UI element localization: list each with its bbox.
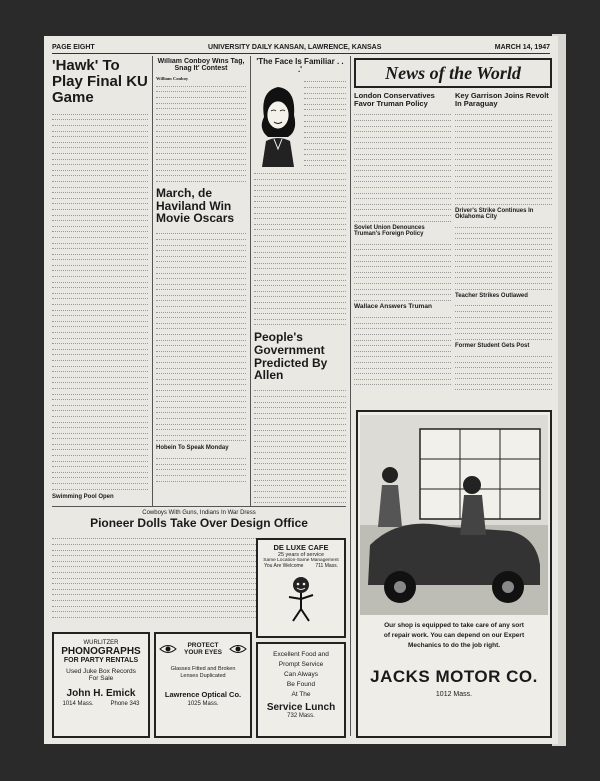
paper-name: UNIVERSITY DAILY KANSAN, LAWRENCE, KANSAS: [208, 44, 382, 51]
wallace-headline: Wallace Answers Truman: [354, 302, 432, 310]
news-of-world-section: [354, 58, 552, 410]
pioneer-kicker: Cowboys With Guns, Indians In War Dress: [142, 510, 256, 516]
eye-icon: [229, 644, 247, 654]
teacher-strikes-headline: Teacher Strikes Outlawed: [455, 292, 528, 299]
hawk-article-body: [52, 109, 148, 489]
wurlitzer-ad: WURLITZER PHONOGRAPHS FOR PARTY RENTALS Used Juke Box Records For Sale John H. Emick 1014 Mass. Phone 343: [52, 632, 150, 738]
column-rule: [350, 56, 351, 736]
jacks-motor-name: JACKS MOTOR CO.: [370, 667, 538, 686]
swimming-pool-subhead: Swimming Pool Open: [52, 493, 114, 500]
pioneer-headline: Pioneer Dolls Take Over Design Office: [90, 516, 308, 531]
oscars-article-body: [156, 229, 246, 442]
page-header: [52, 42, 550, 54]
conboy-byline: William Conboy: [156, 75, 189, 81]
column-face: [254, 58, 346, 538]
soviet-headline: Soviet Union Denounces Truman's Foreign Policy: [354, 224, 425, 237]
hobein-subhead: Hobein To Speak Monday: [156, 445, 229, 452]
world-left-column: [354, 92, 451, 390]
hawk-headline: 'Hawk' To Play Final KU Game: [52, 58, 148, 106]
column-rule: [250, 56, 251, 542]
conservatives-headline: London Conservatives Favor Truman Policy: [354, 91, 435, 108]
portrait-caricature: [254, 77, 302, 169]
issue-date: MARCH 14, 1947: [494, 44, 550, 51]
conboy-headline: William Conboy Wins Tag, Snag It' Contest: [157, 58, 245, 73]
oscars-headline: March, de Haviland Win Movie Oscars: [156, 185, 235, 226]
paraguay-headline: Key Garrison Joins Revolt In Paraguay: [455, 91, 549, 108]
newspaper-page: [44, 36, 558, 744]
world-right-column: [455, 92, 552, 390]
chef-figure-icon: [281, 573, 321, 625]
news-banner: News of the World: [354, 58, 552, 88]
face-article-body: [254, 169, 346, 326]
column-conboy: [156, 58, 246, 542]
conboy-article-body: [156, 76, 246, 182]
mechanics-illustration: [360, 415, 548, 615]
former-student-headline: Former Student Gets Post: [455, 343, 530, 350]
column-hawk: [52, 58, 148, 542]
drivers-strike-headline: Driver's Strike Continues In Oklahoma City: [455, 207, 534, 221]
service-lunch-ad: Excellent Food and Prompt Service Can Always Be Found At The Service Lunch 732 Mass.: [256, 642, 346, 738]
eye-icon: [159, 644, 177, 654]
jacks-motor-ad: Our shop is equipped to take care of any sort of repair work. You can depend on our Expert Mechanics to do the job right. JACKS MOTOR CO. 1012 Mass.: [356, 410, 552, 738]
column-rule: [152, 56, 153, 542]
face-headline: 'The Face Is Familiar . . .': [256, 58, 344, 75]
allen-headline: People's Government Predicted By Allen: [254, 330, 328, 383]
deluxe-cafe-ad: DE LUXE CAFE 25 years of service Same Location-Same Management You Are Welcome 711 Mass.: [256, 538, 346, 638]
lawrence-optical-ad: PROTECT YOUR EYES Glasses Fitted and Broken Lenses Duplicated Lawrence Optical Co. 1025 Mass.: [154, 632, 252, 738]
page-number: PAGE EIGHT: [52, 44, 95, 51]
